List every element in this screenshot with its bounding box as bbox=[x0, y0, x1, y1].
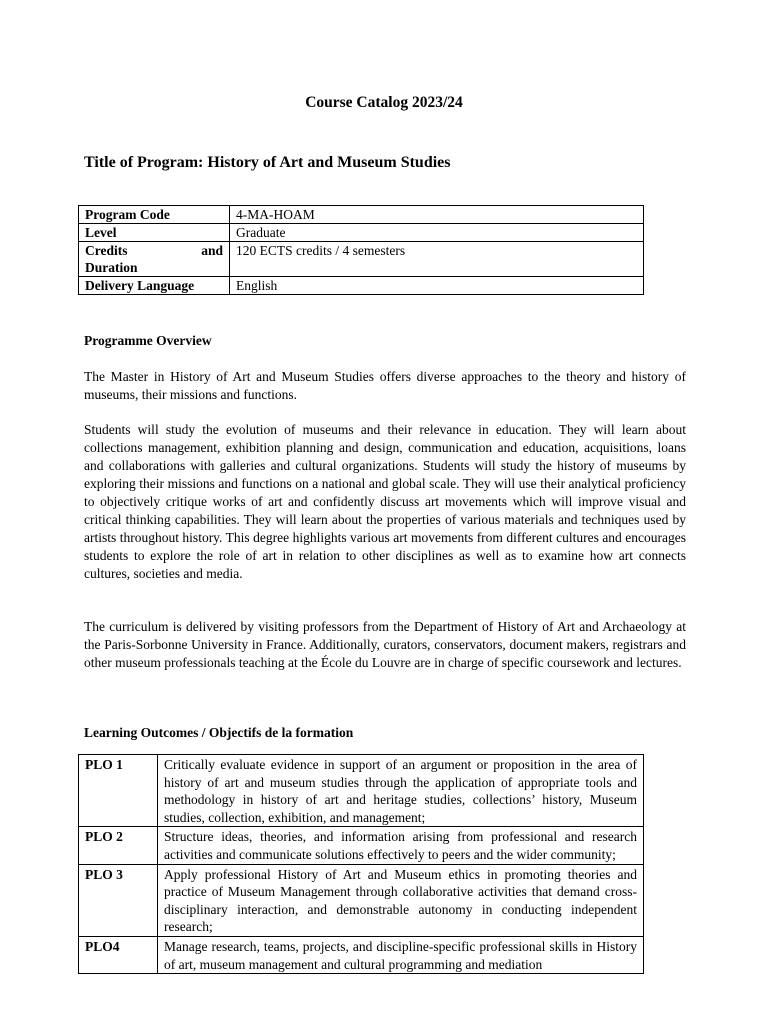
plo-text: Manage research, teams, projects, and discipline-specific professional skills in History of art, museum management and cultural programming and mediation bbox=[164, 938, 637, 972]
credits-label bbox=[79, 242, 230, 277]
credits-label-word: and bbox=[201, 243, 223, 258]
overview-heading: Programme Overview bbox=[84, 333, 212, 348]
learning-outcomes-table bbox=[78, 754, 644, 974]
table-row bbox=[79, 206, 644, 224]
language-label: Delivery Language bbox=[79, 277, 230, 295]
plo-text: Critically evaluate evidence in support of an argument or proposition in the area of history of art and museum studies through the application of appropriate tools and methodology in history of art and heritage studies, collections’ history, Museum studies, collection, exhibition, and management; bbox=[158, 755, 644, 827]
credits-label-word: Duration bbox=[85, 260, 138, 275]
program-title: Title of Program: History of Art and Museum Studies bbox=[84, 154, 451, 171]
table-row bbox=[79, 936, 644, 973]
table-row bbox=[79, 242, 644, 277]
plo-text: Apply professional History of Art and Museum ethics in promoting theories and practice of Museum Management through collaborative activities that demand cross-disciplinary interaction, and demonstrable autonomy in conducting independent research; bbox=[158, 864, 644, 936]
learning-outcomes-heading: Learning Outcomes / Objectifs de la formation bbox=[84, 725, 354, 740]
program-code-label: Program Code bbox=[79, 206, 230, 224]
table-row bbox=[79, 277, 644, 295]
plo-code: PLO4 bbox=[79, 936, 158, 973]
plo-code: PLO 1 bbox=[79, 755, 158, 827]
credits-label-word: Credits bbox=[85, 243, 128, 258]
credits-value: 120 ECTS credits / 4 semesters bbox=[230, 242, 644, 277]
language-value: English bbox=[230, 277, 644, 295]
overview-paragraph: The Master in History of Art and Museum Studies offers diverse approaches to the theory and history of museums, their missions and functions. bbox=[84, 369, 686, 402]
overview-paragraph: The curriculum is delivered by visiting professors from the Department of History of Art and Archaeology at the Paris-Sorbonne University in France. Additionally, curators, conservators, document makers, registrars and other museum professionals teaching at the École du Louvre are in charge of specific coursework and lectures. bbox=[84, 619, 686, 670]
program-info-table bbox=[78, 205, 644, 295]
plo-text: Structure ideas, theories, and information arising from professional and research activities and communicate solutions effectively to peers and the wider community; bbox=[158, 827, 644, 864]
overview-paragraph: Students will study the evolution of museums and their relevance in education. They will learn about collections management, exhibition planning and design, communication and education, acquisitions, loans and collaborations with galleries and cultural organizations. Students will study the history of museums by exploring their missions and functions on a national and global scale. They will use their analytical proficiency to objectively critique works of art and confidently discuss art movements which will improve visual and critical thinking capabilities. They will learn about the properties of various materials and techniques used by artists throughout history. This degree highlights various art movements from different cultures and encourages students to explore the role of art in relation to other disciplines as well as to examine how art connects cultures, societies and media. bbox=[84, 422, 686, 581]
level-label: Level bbox=[79, 224, 230, 242]
plo-code: PLO 2 bbox=[79, 827, 158, 864]
level-value: Graduate bbox=[230, 224, 644, 242]
catalog-title: Course Catalog 2023/24 bbox=[305, 94, 463, 111]
table-row bbox=[79, 755, 644, 827]
table-row bbox=[79, 224, 644, 242]
table-row bbox=[79, 864, 644, 936]
plo-code: PLO 3 bbox=[79, 864, 158, 936]
table-row bbox=[79, 827, 644, 864]
program-code-value: 4-MA-HOAM bbox=[230, 206, 644, 224]
